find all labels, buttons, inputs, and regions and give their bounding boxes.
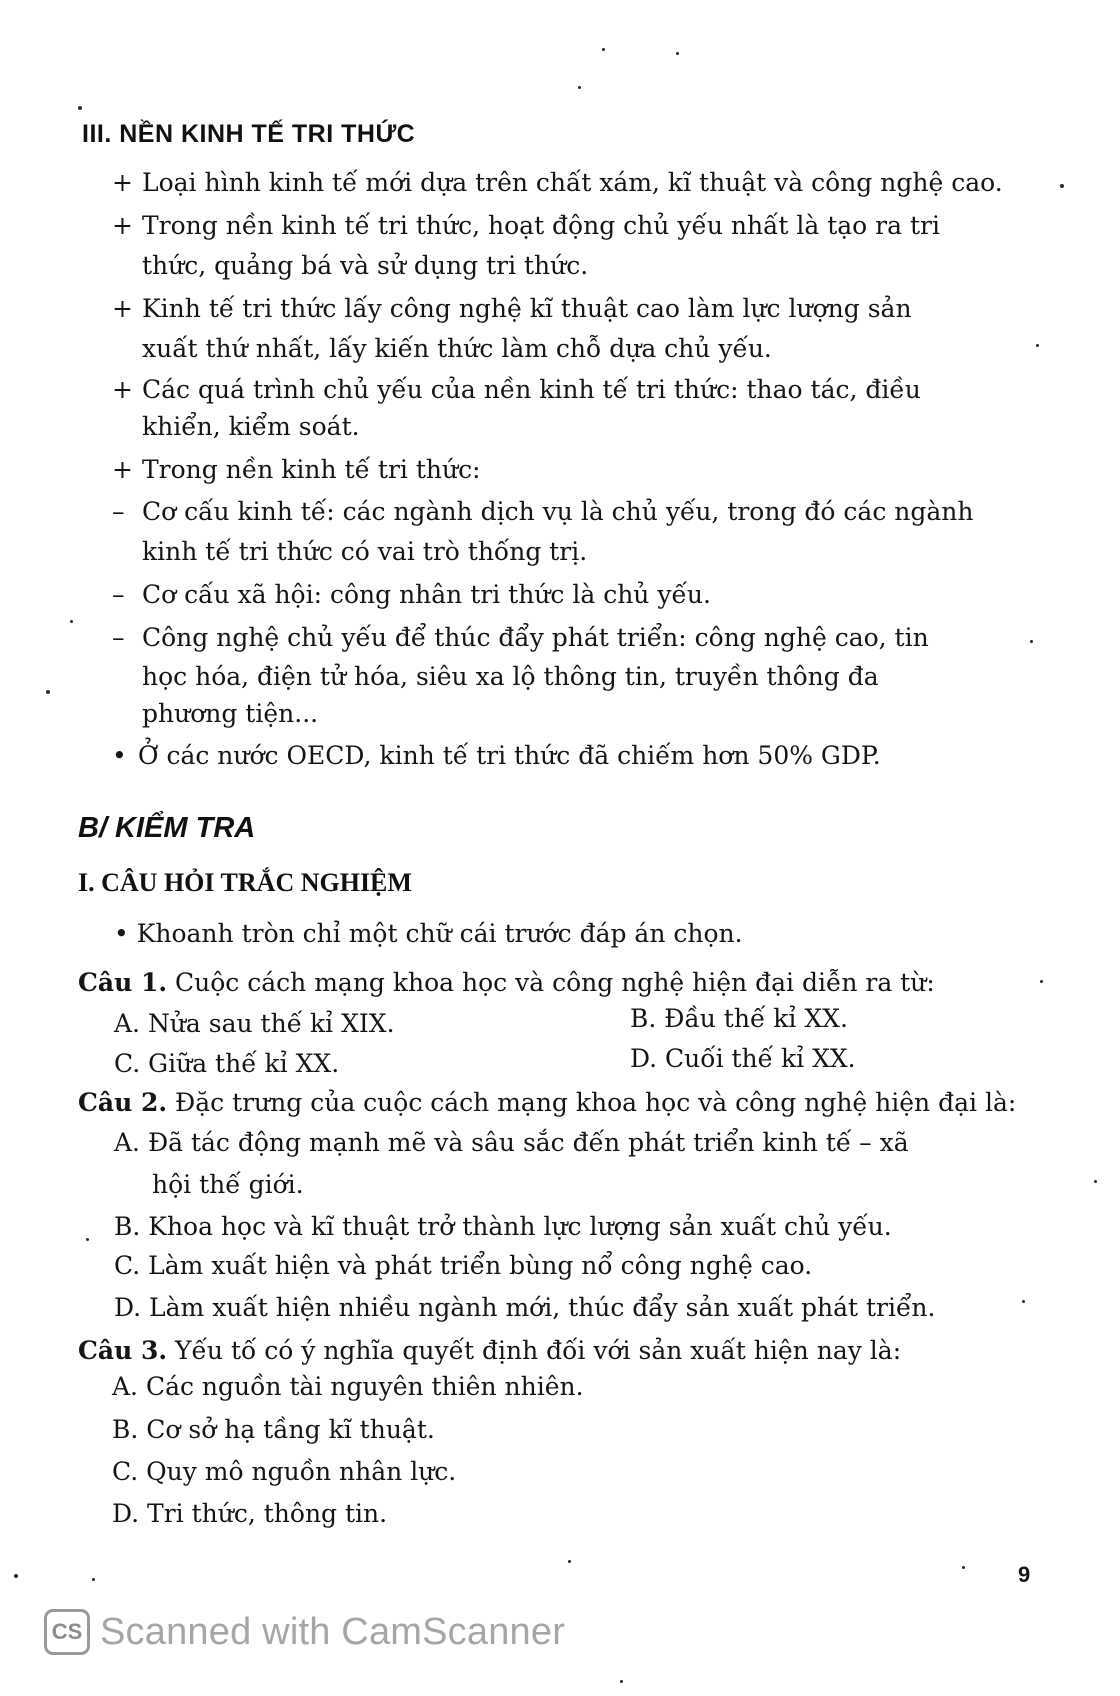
list-item-continuation: thức, quảng bá và sử dụng tri thức. (142, 251, 589, 280)
option-d: D. Làm xuất hiện nhiều ngành mới, thúc đẩy sản xuất phát triển. (114, 1293, 936, 1322)
list-item: + Kinh tế tri thức lấy công nghệ kĩ thuật cao làm lực lượng sản (112, 294, 912, 323)
camscanner-logo-icon: CS (44, 1609, 90, 1655)
list-item: + Loại hình kinh tế mới dựa trên chất xám, kĩ thuật và công nghệ cao. (112, 168, 1003, 197)
section-title: III. NỀN KINH TẾ TRI THỨC (82, 120, 416, 148)
option-b: B. Khoa học và kĩ thuật trở thành lực lượng sản xuất chủ yếu. (114, 1212, 892, 1241)
option-a: A. Đã tác động mạnh mẽ và sâu sắc đến phát triển kinh tế – xã (114, 1128, 909, 1157)
list-item-continuation: phương tiện... (142, 699, 319, 728)
option-a: A. Nửa sau thế kỉ XIX. (114, 1009, 395, 1038)
camscanner-watermark (44, 1606, 565, 1658)
option-b: B. Cơ sở hạ tầng kĩ thuật. (112, 1415, 435, 1444)
question-3: Câu 3. Yếu tố có ý nghĩa quyết định đối với sản xuất hiện nay là: (78, 1336, 902, 1365)
list-item-continuation: kinh tế tri thức có vai trò thống trị. (142, 537, 588, 566)
option-c: C. Quy mô nguồn nhân lực. (112, 1457, 457, 1486)
scan-speck (86, 1238, 89, 1241)
instruction: • Khoanh tròn chỉ một chữ cái trước đáp án chọn. (114, 919, 743, 948)
scan-speck (602, 48, 605, 51)
list-item-continuation: xuất thứ nhất, lấy kiến thức làm chỗ dựa chủ yếu. (142, 334, 772, 363)
list-item: + Trong nền kinh tế tri thức: (112, 455, 481, 484)
list-item: – Công nghệ chủ yếu để thúc đẩy phát triển: công nghệ cao, tin (112, 623, 929, 652)
scan-speck (70, 620, 73, 623)
option-d: D. Cuối thế kỉ XX. (630, 1044, 856, 1073)
scan-speck (962, 1566, 965, 1569)
list-item: • Ở các nước OECD, kinh tế tri thức đã chiếm hơn 50% GDP. (112, 741, 881, 770)
list-item-continuation: học hóa, điện tử hóa, siêu xa lộ thông tin, truyền thông đa (142, 662, 879, 691)
option-b: B. Đầu thế kỉ XX. (630, 1004, 848, 1033)
option-c: C. Giữa thế kỉ XX. (114, 1049, 340, 1078)
scan-speck (620, 1680, 623, 1683)
question-2: Câu 2. Đặc trưng của cuộc cách mạng khoa học và công nghệ hiện đại là: (78, 1088, 1017, 1117)
subsection-heading: I. CÂU HỎI TRẮC NGHIỆM (78, 868, 412, 897)
scan-speck (1040, 980, 1043, 983)
scan-speck (14, 1574, 18, 1578)
scan-speck (1022, 1300, 1025, 1303)
scan-speck (92, 1578, 95, 1581)
scan-speck (1036, 344, 1039, 347)
page-number: 9 (1018, 1562, 1031, 1587)
scan-speck (1060, 184, 1064, 188)
scan-speck (78, 106, 82, 110)
option-a: A. Các nguồn tài nguyên thiên nhiên. (112, 1372, 584, 1401)
list-item-continuation: khiển, kiểm soát. (142, 412, 360, 441)
list-item: + Các quá trình chủ yếu của nền kinh tế tri thức: thao tác, điều (112, 375, 921, 404)
option-a-continuation: hội thế giới. (152, 1170, 304, 1199)
scan-speck (46, 690, 50, 694)
scan-speck (1094, 1180, 1097, 1183)
option-d: D. Tri thức, thông tin. (112, 1499, 388, 1528)
scan-speck (1030, 640, 1033, 643)
part-heading: B/ KIỂM TRA (78, 812, 256, 844)
question-1: Câu 1. Cuộc cách mạng khoa học và công nghệ hiện đại diễn ra từ: (78, 968, 935, 997)
scan-speck (676, 52, 679, 55)
list-item: – Cơ cấu kinh tế: các ngành dịch vụ là chủ yếu, trong đó các ngành (112, 497, 974, 526)
option-c: C. Làm xuất hiện và phát triển bùng nổ công nghệ cao. (114, 1251, 813, 1280)
scan-speck (568, 1560, 571, 1563)
list-item: – Cơ cấu xã hội: công nhân tri thức là chủ yếu. (112, 580, 711, 609)
list-item: + Trong nền kinh tế tri thức, hoạt động chủ yếu nhất là tạo ra tri (112, 211, 940, 240)
watermark-text: Scanned with CamScanner (100, 1610, 566, 1653)
scan-speck (578, 86, 581, 89)
